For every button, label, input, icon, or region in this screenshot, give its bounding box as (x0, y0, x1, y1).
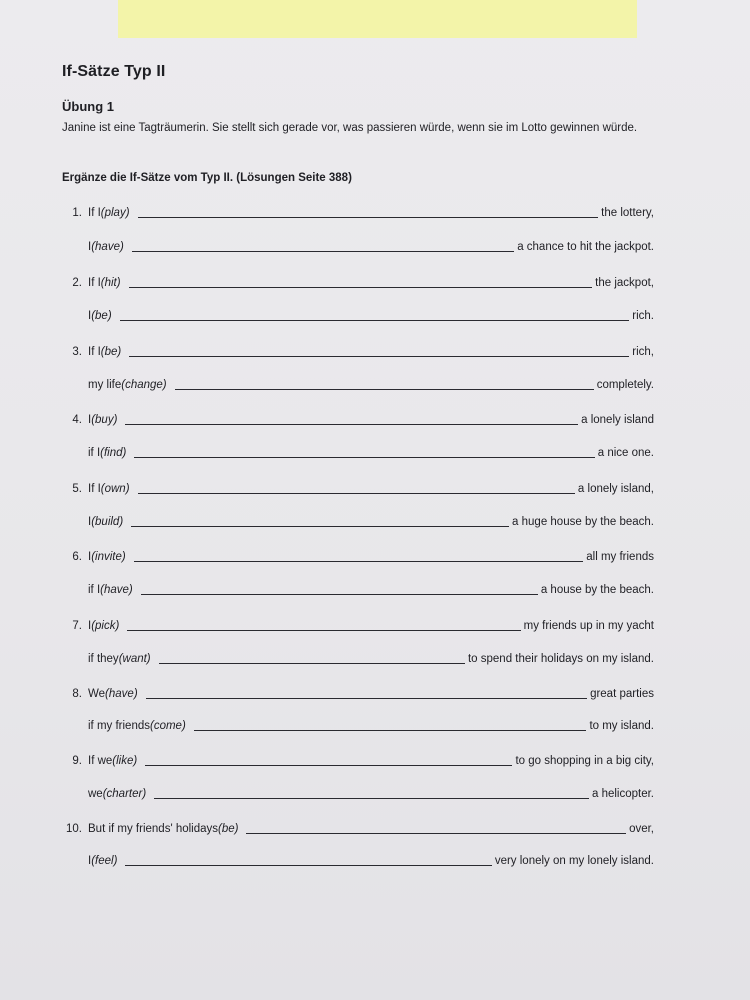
answer-blank[interactable] (145, 764, 512, 766)
verb-hint: (hit) (100, 277, 121, 289)
exercise-item-continuation (62, 445, 654, 461)
sentence-line (88, 582, 654, 598)
intro-text: Janine ist eine Tagträumerin. Sie stellt sich gerade vor, was passieren würde, wenn sie im Lotto gewinnen würde. (62, 122, 638, 134)
verb-hint: (play) (100, 207, 130, 219)
answer-blank[interactable] (175, 388, 594, 390)
sentence-ending: a house by the beach. (540, 584, 654, 596)
exercise-item-continuation (62, 239, 654, 255)
sentence-subject: I (88, 620, 92, 632)
item-number: 7. (72, 620, 82, 632)
answer-blank[interactable] (159, 662, 465, 664)
sentence-ending: the jackpot, (595, 277, 654, 289)
verb-hint: (have) (100, 584, 133, 596)
sentence-line (88, 718, 654, 734)
sentence-line (88, 686, 654, 702)
sentence-line (88, 239, 654, 255)
sentence-subject: If I (88, 346, 101, 358)
sentence-ending: to my island. (589, 720, 654, 732)
exercise-item-continuation (62, 582, 654, 598)
sentence-subject: If we (88, 755, 113, 767)
answer-blank[interactable] (134, 560, 584, 562)
exercise-item (62, 412, 654, 428)
verb-hint: (have) (91, 241, 124, 253)
exercise-item (62, 205, 654, 221)
item-number: 9. (72, 755, 82, 767)
item-number: 5. (72, 483, 82, 495)
sentence-subject: if my friends (88, 720, 150, 732)
answer-blank[interactable] (131, 525, 509, 527)
verb-hint: (be) (100, 346, 122, 358)
answer-blank[interactable] (194, 729, 587, 731)
sentence-line (88, 514, 654, 530)
sentence-ending: to spend their holidays on my island. (467, 653, 654, 665)
item-number: 1. (72, 207, 82, 219)
sentence-ending: a lonely island (581, 414, 654, 426)
sentence-subject: if I (88, 447, 101, 459)
exercise-item (62, 344, 654, 360)
item-number: 4. (72, 414, 82, 426)
verb-hint: (charter) (102, 788, 147, 800)
sentence-line (88, 377, 654, 393)
sentence-line (88, 308, 654, 324)
exercise-item (62, 275, 654, 291)
exercise-item-continuation (62, 718, 654, 734)
sentence-ending: completely. (596, 379, 654, 391)
sentence-subject: I (88, 241, 92, 253)
sentence-line (88, 618, 654, 634)
verb-hint: (find) (100, 447, 127, 459)
verb-hint: (be) (218, 823, 239, 835)
item-number: 2. (72, 277, 82, 289)
verb-hint: (buy) (91, 414, 118, 426)
sentence-subject: We (88, 688, 106, 700)
sentence-line (88, 821, 654, 837)
item-number: 3. (72, 346, 82, 358)
sentence-ending: to go shopping in a big city, (515, 755, 654, 767)
sentence-ending: all my friends (586, 551, 654, 563)
sentence-line (88, 753, 654, 769)
exercise-heading: Übung 1 (62, 99, 114, 114)
sentence-ending: great parties (590, 688, 654, 700)
sentence-line (88, 412, 654, 428)
sentence-subject: we (88, 788, 103, 800)
sentence-line (88, 549, 654, 565)
answer-blank[interactable] (138, 216, 599, 218)
answer-blank[interactable] (127, 629, 520, 631)
verb-hint: (come) (150, 720, 186, 732)
exercise-item (62, 686, 654, 702)
exercise-item-continuation (62, 514, 654, 530)
sentence-subject: If I (88, 207, 101, 219)
sentence-subject: I (88, 414, 92, 426)
verb-hint: (feel) (91, 855, 118, 867)
exercise-item-continuation (62, 377, 654, 393)
verb-hint: (pick) (91, 620, 120, 632)
sentence-subject: If I (88, 483, 101, 495)
exercise-item-continuation (62, 308, 654, 324)
sentence-ending: a huge house by the beach. (512, 516, 654, 528)
exercise-item (62, 753, 654, 769)
sentence-ending: rich, (632, 346, 654, 358)
answer-blank[interactable] (141, 593, 538, 595)
sentence-line (88, 651, 654, 667)
sentence-line (88, 275, 654, 291)
item-number: 6. (72, 551, 82, 563)
verb-hint: (invite) (91, 551, 126, 563)
sentence-subject: I (88, 516, 92, 528)
answer-blank[interactable] (134, 456, 594, 458)
exercise-item (62, 481, 654, 497)
sentence-line (88, 445, 654, 461)
exercise-item (62, 549, 654, 565)
verb-hint: (change) (121, 379, 167, 391)
sentence-subject: But if my friends' holidays (88, 823, 219, 835)
item-number: 10. (66, 823, 82, 835)
sentence-line (88, 344, 654, 360)
sentence-ending: a lonely island, (577, 483, 654, 495)
verb-hint: (have) (105, 688, 138, 700)
sentence-line (88, 481, 654, 497)
sentence-subject: if they (88, 653, 119, 665)
sentence-subject: my life (88, 379, 122, 391)
sentence-line (88, 205, 654, 221)
sentence-ending: very lonely on my lonely island. (494, 855, 654, 867)
sentence-ending: my friends up in my yacht (523, 620, 654, 632)
sentence-ending: a nice one. (597, 447, 654, 459)
verb-hint: (like) (112, 755, 138, 767)
answer-blank[interactable] (125, 423, 578, 425)
sentence-line (88, 786, 654, 802)
verb-hint: (own) (100, 483, 130, 495)
answer-blank[interactable] (129, 286, 593, 288)
exercise-item (62, 821, 654, 837)
sentence-ending: a chance to hit the jackpot. (517, 241, 654, 253)
sentence-ending: over, (629, 823, 654, 835)
exercise-item-continuation (62, 853, 654, 869)
answer-blank[interactable] (246, 832, 626, 834)
answer-blank[interactable] (154, 797, 589, 799)
sentence-subject: I (88, 855, 92, 867)
sentence-subject: If I (88, 277, 101, 289)
sticky-note (118, 0, 637, 38)
sentence-subject: I (88, 310, 92, 322)
answer-blank[interactable] (129, 355, 629, 357)
exercise-item-continuation (62, 651, 654, 667)
sentence-subject: if I (88, 584, 101, 596)
verb-hint: (be) (91, 310, 112, 322)
sentence-ending: the lottery, (601, 207, 654, 219)
instruction-text: Ergänze die If-Sätze vom Typ II. (Lösungen Seite 388) (62, 172, 352, 184)
answer-blank[interactable] (146, 697, 587, 699)
verb-hint: (build) (91, 516, 124, 528)
answer-blank[interactable] (138, 492, 575, 494)
answer-blank[interactable] (120, 319, 630, 321)
answer-blank[interactable] (125, 864, 491, 866)
exercise-item (62, 618, 654, 634)
sentence-ending: rich. (632, 310, 654, 322)
item-number: 8. (72, 688, 82, 700)
sentence-line (88, 853, 654, 869)
sentence-ending: a helicopter. (591, 788, 654, 800)
answer-blank[interactable] (132, 250, 514, 252)
sentence-subject: I (88, 551, 92, 563)
exercise-item-continuation (62, 786, 654, 802)
verb-hint: (want) (118, 653, 151, 665)
worksheet-title: If-Sätze Typ II (62, 63, 166, 80)
